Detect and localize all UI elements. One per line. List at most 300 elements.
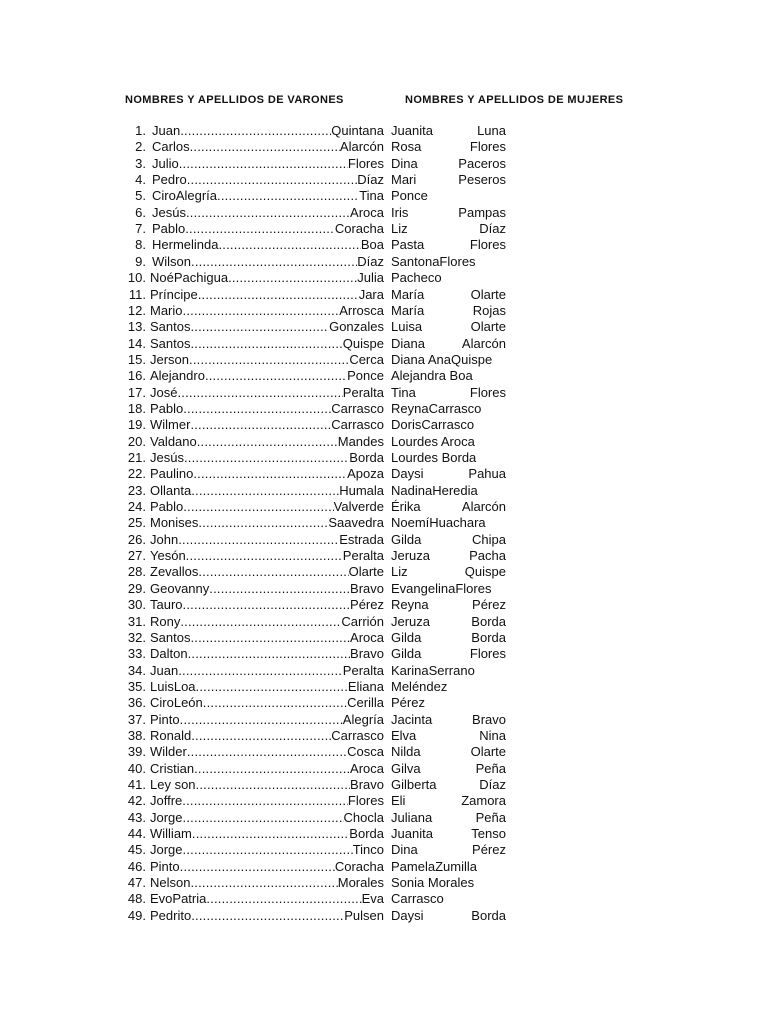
female-first-name: Dina xyxy=(391,155,418,171)
male-last-name: Alarcón xyxy=(339,139,384,155)
female-first-name: Tina xyxy=(391,384,416,400)
row-number: 25. xyxy=(127,515,146,531)
male-first-name: NoéPachigua xyxy=(150,270,229,286)
male-entry xyxy=(152,254,384,270)
female-last-name: Paceros xyxy=(458,155,506,171)
male-first-name: Jesús xyxy=(150,450,184,465)
female-first-name: PamelaZumilla xyxy=(391,858,477,874)
list-row xyxy=(0,908,768,924)
dot-leader xyxy=(186,548,343,564)
dot-leader xyxy=(187,744,347,760)
male-last-name: Estrada xyxy=(339,531,384,547)
female-first-name: Gilberta xyxy=(391,777,437,792)
female-entry xyxy=(391,368,506,384)
female-entry xyxy=(391,842,506,858)
female-entry xyxy=(391,761,506,777)
male-entry xyxy=(150,744,384,760)
row-number: 5. xyxy=(135,188,146,204)
row-number: 18. xyxy=(127,400,146,416)
row-number: 2. xyxy=(135,139,146,155)
female-last-name: Rojas xyxy=(472,302,506,318)
dot-leader xyxy=(191,728,331,744)
dot-leader xyxy=(182,793,348,809)
female-first-name: Érika xyxy=(391,499,421,515)
male-first-name: Jesús xyxy=(152,204,186,220)
male-last-name: Chocla xyxy=(343,809,384,825)
list-row xyxy=(0,695,768,711)
male-first-name: Geovanny xyxy=(150,580,210,596)
female-first-name: DorisCarrasco xyxy=(391,417,475,433)
male-entry xyxy=(150,712,384,728)
female-first-name: Lourdes Aroca xyxy=(391,433,475,449)
dot-leader xyxy=(191,254,357,270)
list-row xyxy=(0,336,768,352)
male-entry xyxy=(152,139,384,155)
row-number: 41. xyxy=(127,777,146,792)
female-entry xyxy=(391,434,506,450)
male-last-name: Bravo xyxy=(350,646,384,662)
male-entry xyxy=(150,614,384,630)
dot-leader xyxy=(190,319,329,335)
dot-leader xyxy=(198,564,348,580)
female-first-name: Iris xyxy=(391,204,409,220)
female-first-name: Diana xyxy=(391,335,425,351)
row-number: 38. xyxy=(127,727,146,743)
row-number: 10. xyxy=(127,270,146,286)
female-first-name: Juanita xyxy=(391,826,433,842)
male-last-name: Saavedra xyxy=(328,515,384,531)
male-last-name: Pérez xyxy=(350,597,384,613)
male-last-name: Tina xyxy=(359,188,384,204)
female-first-name: KarinaSerrano xyxy=(391,662,475,678)
male-entry xyxy=(150,564,384,580)
row-number: 27. xyxy=(127,548,146,564)
list-row xyxy=(0,761,768,777)
row-number: 31. xyxy=(127,613,146,629)
female-entry xyxy=(391,139,506,155)
female-entry xyxy=(391,728,506,744)
male-first-name: Pinto xyxy=(150,858,180,874)
male-last-name: Díaz xyxy=(357,172,384,188)
male-last-name: Bravo xyxy=(350,777,384,792)
list-row xyxy=(0,793,768,809)
list-row xyxy=(0,254,768,270)
row-number: 22. xyxy=(127,466,146,482)
male-first-name: Santos xyxy=(150,319,191,335)
female-entry xyxy=(391,630,506,646)
list-row xyxy=(0,368,768,384)
dot-leader xyxy=(205,368,347,384)
list-row xyxy=(0,679,768,695)
male-entry xyxy=(150,859,384,875)
list-row xyxy=(0,515,768,531)
male-first-name: Jorge xyxy=(150,842,183,858)
male-entry xyxy=(150,368,384,384)
female-last-name: Bravo xyxy=(472,711,506,727)
male-first-name: LuisLoa xyxy=(150,678,196,694)
female-entry xyxy=(391,908,506,924)
female-entry xyxy=(391,352,506,368)
female-last-name: Quispe xyxy=(464,564,506,580)
male-entry xyxy=(150,417,384,433)
dot-leader xyxy=(188,646,350,662)
female-entry xyxy=(391,205,506,221)
dot-leader xyxy=(196,777,350,793)
male-first-name: EvoPatria xyxy=(150,891,207,907)
female-entry xyxy=(391,319,506,335)
female-first-name: Nilda xyxy=(391,744,421,760)
dot-leader xyxy=(183,401,331,417)
female-entry xyxy=(391,188,506,204)
male-first-name: Santos xyxy=(150,335,191,351)
female-last-name: Flores xyxy=(469,237,506,253)
male-first-name: Pablo xyxy=(150,400,184,416)
row-number: 23. xyxy=(127,482,146,498)
female-first-name: María xyxy=(391,286,425,302)
female-entry xyxy=(391,303,506,319)
female-entry xyxy=(391,532,506,548)
male-entry xyxy=(150,466,384,482)
male-last-name: Carrasco xyxy=(331,417,384,433)
female-last-name: Pampas xyxy=(458,204,506,220)
male-last-name: Eva xyxy=(361,891,384,907)
row-number: 33. xyxy=(127,646,146,662)
row-number: 6. xyxy=(135,204,146,220)
heading-women: NOMBRES Y APELLIDOS DE MUJERES xyxy=(405,94,624,106)
male-last-name: Carrasco xyxy=(331,727,384,743)
list-row xyxy=(0,319,768,335)
male-entry xyxy=(150,679,384,695)
female-first-name: ReynaCarrasco xyxy=(391,400,482,416)
list-row xyxy=(0,287,768,303)
dot-leader xyxy=(180,859,335,875)
male-last-name: Aroca xyxy=(350,760,384,776)
male-entry xyxy=(150,597,384,613)
male-entry xyxy=(150,891,384,907)
male-last-name: Boa xyxy=(360,237,384,253)
dot-leader xyxy=(217,188,359,204)
male-first-name: Cristian xyxy=(150,760,195,776)
female-entry xyxy=(391,793,506,809)
female-last-name: Pérez xyxy=(472,842,506,858)
male-first-name: Julio xyxy=(152,155,179,171)
female-entry xyxy=(391,744,506,760)
row-number: 4. xyxy=(135,172,146,188)
female-first-name: Jacinta xyxy=(391,711,433,727)
male-first-name: John xyxy=(150,531,179,547)
female-entry xyxy=(391,336,506,352)
female-first-name: NoemíHuachara xyxy=(391,515,486,531)
list-row xyxy=(0,352,768,368)
row-number: 49. xyxy=(127,907,146,923)
female-first-name: María xyxy=(391,302,425,318)
female-entry xyxy=(391,679,506,695)
male-last-name: Cerca xyxy=(349,351,384,367)
dot-leader xyxy=(191,908,344,924)
male-last-name: Carrión xyxy=(341,613,384,629)
row-number: 42. xyxy=(127,793,146,809)
dot-leader xyxy=(191,483,339,499)
male-entry xyxy=(150,581,384,597)
male-first-name: Rony xyxy=(150,613,181,629)
male-last-name: Humala xyxy=(339,482,384,498)
male-first-name: Juan xyxy=(152,123,181,138)
female-entry xyxy=(391,859,506,875)
row-number: 3. xyxy=(135,155,146,171)
male-entry xyxy=(150,450,384,466)
list-row xyxy=(0,188,768,204)
male-first-name: Tauro xyxy=(150,597,183,613)
male-last-name: Apoza xyxy=(347,466,384,482)
male-entry xyxy=(150,483,384,499)
female-last-name: Alarcón xyxy=(461,499,506,515)
male-entry xyxy=(150,287,384,303)
female-entry xyxy=(391,597,506,613)
female-entry xyxy=(391,614,506,630)
male-entry xyxy=(150,499,384,515)
dot-leader xyxy=(198,515,328,531)
male-entry xyxy=(152,188,384,204)
dot-leader xyxy=(228,270,357,286)
list-row xyxy=(0,663,768,679)
female-last-name: Peña xyxy=(475,760,506,776)
dot-leader xyxy=(218,237,360,253)
female-first-name: Gilda xyxy=(391,531,422,547)
dot-leader xyxy=(194,761,350,777)
row-number: 34. xyxy=(127,662,146,678)
list-row xyxy=(0,499,768,515)
male-entry xyxy=(150,385,384,401)
female-first-name: Juliana xyxy=(391,809,433,825)
list-row xyxy=(0,270,768,286)
male-first-name: Dalton xyxy=(150,646,188,662)
female-entry xyxy=(391,826,506,842)
female-first-name: Gilda xyxy=(391,646,422,662)
list-row xyxy=(0,712,768,728)
heading-men: NOMBRES Y APELLIDOS DE VARONES xyxy=(125,94,344,106)
row-number: 36. xyxy=(127,695,146,711)
male-last-name: Julia xyxy=(357,270,384,286)
list-row xyxy=(0,450,768,466)
row-number: 21. xyxy=(127,450,146,465)
male-first-name: Jorge xyxy=(150,809,183,825)
male-entry xyxy=(150,303,384,319)
row-number: 43. xyxy=(127,809,146,825)
female-first-name: Juanita xyxy=(391,123,433,138)
dot-leader xyxy=(192,826,349,842)
female-last-name: Chipa xyxy=(472,531,506,547)
male-entry xyxy=(150,270,384,286)
male-last-name: Cerilla xyxy=(347,695,384,711)
row-number: 46. xyxy=(127,858,146,874)
male-first-name: Pedrito xyxy=(150,907,192,923)
male-first-name: Santos xyxy=(150,629,191,645)
female-entry xyxy=(391,254,506,270)
male-last-name: Peralta xyxy=(342,548,384,564)
list-row xyxy=(0,646,768,662)
male-last-name: Coracha xyxy=(334,858,384,874)
male-last-name: Olarte xyxy=(348,564,384,580)
list-row xyxy=(0,810,768,826)
male-first-name: Wilmer xyxy=(150,417,191,433)
female-first-name: Carrasco xyxy=(391,891,444,907)
list-row xyxy=(0,548,768,564)
female-entry xyxy=(391,564,506,580)
female-first-name: Diana AnaQuispe xyxy=(391,351,493,367)
row-number: 20. xyxy=(127,433,146,449)
male-entry xyxy=(150,875,384,891)
female-entry xyxy=(391,712,506,728)
male-first-name: José xyxy=(150,384,178,400)
male-last-name: Tinco xyxy=(352,842,384,858)
dot-leader xyxy=(178,663,343,679)
female-first-name: Gilva xyxy=(391,760,421,776)
female-first-name: Pérez xyxy=(391,695,425,711)
dot-leader xyxy=(183,303,340,319)
male-last-name: Coracha xyxy=(334,221,384,237)
female-last-name: Pérez xyxy=(472,597,506,613)
male-entry xyxy=(150,793,384,809)
dot-leader xyxy=(180,614,341,630)
dot-leader xyxy=(198,287,359,303)
female-entry xyxy=(391,499,506,515)
row-number: 48. xyxy=(127,891,146,907)
list-row xyxy=(0,303,768,319)
dot-leader xyxy=(183,842,353,858)
row-number: 15. xyxy=(127,351,146,367)
male-first-name: Pablo xyxy=(152,221,186,237)
female-entry xyxy=(391,221,506,237)
male-first-name: Alejandro xyxy=(150,368,205,384)
male-entry xyxy=(152,205,384,221)
dot-leader xyxy=(196,679,348,695)
male-last-name: Eliana xyxy=(347,678,384,694)
dot-leader xyxy=(190,336,342,352)
row-number: 8. xyxy=(135,237,146,253)
male-first-name: William xyxy=(150,826,192,842)
male-last-name: Quintana xyxy=(331,123,384,138)
female-last-name: Olarte xyxy=(470,744,506,760)
female-entry xyxy=(391,466,506,482)
female-last-name: Borda xyxy=(471,613,506,629)
female-entry xyxy=(391,891,506,907)
list-row xyxy=(0,385,768,401)
male-entry xyxy=(150,646,384,662)
dot-leader xyxy=(187,172,358,188)
row-number: 40. xyxy=(127,760,146,776)
male-entry xyxy=(150,663,384,679)
male-last-name: Peralta xyxy=(342,662,384,678)
list-row xyxy=(0,597,768,613)
row-number: 35. xyxy=(127,678,146,694)
female-first-name: Daysi xyxy=(391,907,424,923)
male-first-name: Paulino xyxy=(150,466,194,482)
male-entry xyxy=(150,842,384,858)
dot-leader xyxy=(190,417,331,433)
male-first-name: Wilson xyxy=(152,253,192,269)
row-number: 13. xyxy=(127,319,146,335)
male-last-name: Pulsen xyxy=(344,907,384,923)
male-last-name: Bravo xyxy=(350,580,384,596)
dot-leader xyxy=(190,875,337,891)
row-number: 9. xyxy=(135,253,146,269)
male-first-name: Ollanta xyxy=(150,482,192,498)
male-entry xyxy=(150,826,384,842)
dot-leader xyxy=(178,532,339,548)
dot-leader xyxy=(180,712,343,728)
female-entry xyxy=(391,515,506,531)
female-entry xyxy=(391,663,506,679)
female-last-name: Olarte xyxy=(470,319,506,335)
male-last-name: Peralta xyxy=(342,384,384,400)
dot-leader xyxy=(190,139,340,155)
dot-leader xyxy=(184,450,349,466)
female-first-name: Mari xyxy=(391,172,417,188)
male-entry xyxy=(150,336,384,352)
row-number: 39. xyxy=(127,744,146,760)
row-number: 44. xyxy=(127,826,146,842)
dot-leader xyxy=(209,581,350,597)
male-entry xyxy=(152,221,384,237)
dot-leader xyxy=(179,156,348,172)
female-first-name: Dina xyxy=(391,842,418,858)
female-last-name: Olarte xyxy=(470,286,506,302)
male-entry xyxy=(150,908,384,924)
male-last-name: Arrosca xyxy=(339,302,384,318)
dot-leader xyxy=(189,352,349,368)
male-first-name: Ley son xyxy=(150,777,196,792)
female-entry xyxy=(391,287,506,303)
male-first-name: Ronald xyxy=(150,727,192,743)
male-last-name: Alegría xyxy=(342,711,384,727)
male-last-name: Flores xyxy=(347,155,384,171)
female-entry xyxy=(391,385,506,401)
male-entry xyxy=(152,123,384,139)
male-first-name: Juan xyxy=(150,662,179,678)
male-first-name: Joffre xyxy=(150,793,183,809)
male-last-name: Aroca xyxy=(350,629,384,645)
male-entry xyxy=(150,319,384,335)
female-entry xyxy=(391,401,506,417)
list-row xyxy=(0,564,768,580)
row-number: 11. xyxy=(128,286,146,302)
male-entry xyxy=(150,695,384,711)
female-first-name: EvangelinaFlores xyxy=(391,580,492,596)
male-first-name: Hermelinda xyxy=(152,237,219,253)
female-entry xyxy=(391,237,506,253)
male-entry xyxy=(150,515,384,531)
female-first-name: NadinaHeredia xyxy=(391,482,478,498)
male-first-name: Wilder xyxy=(150,744,187,760)
female-last-name: Luna xyxy=(477,123,506,138)
male-entry xyxy=(150,810,384,826)
male-last-name: Mandes xyxy=(337,433,384,449)
list-row xyxy=(0,875,768,891)
male-entry xyxy=(152,172,384,188)
row-number: 26. xyxy=(127,531,146,547)
dot-leader xyxy=(197,434,338,450)
female-last-name: Díaz xyxy=(479,777,506,792)
female-entry xyxy=(391,123,506,139)
male-entry xyxy=(150,434,384,450)
male-last-name: Cosca xyxy=(347,744,384,760)
list-row xyxy=(0,891,768,907)
list-row xyxy=(0,401,768,417)
male-entry xyxy=(150,728,384,744)
dot-leader xyxy=(183,499,333,515)
list-row xyxy=(0,581,768,597)
dot-leader xyxy=(186,205,350,221)
